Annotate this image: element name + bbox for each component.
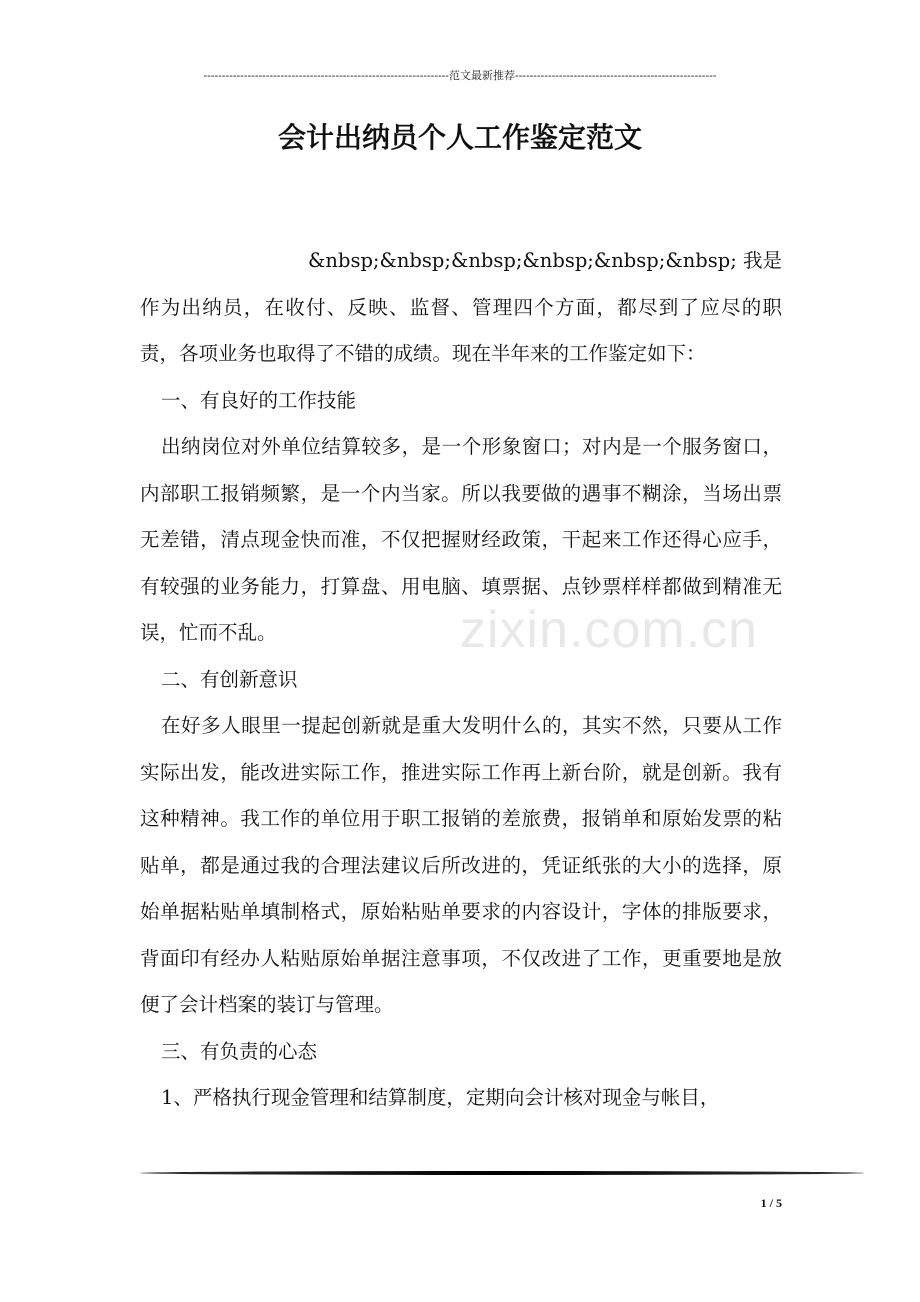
section-heading-innovation: 二、有创新意识 — [161, 667, 298, 691]
footer-divider — [140, 1171, 864, 1175]
section-heading-skills: 一、有良好的工作技能 — [161, 388, 357, 412]
watermark: zixin.com.cn — [460, 601, 759, 659]
section-paragraph-innovation: 在好多人眼里一提起创新就是重大发明什么的，其实不然，只要从工作实际出发，能改进实际工作，推进实际工作再上新台阶，就是创新。我有这种精神。我工作的单位用于职工报销的差旅费，报销单和原始发票的粘贴单，都是通过我的合理法建议后所改进的，凭证纸张的大小的选择，原始单据粘贴单填制格式，原始粘贴单要求的内容设计，字体的排版要求，背面印有经办人粘贴原始单据注意事项，不仅改进了工作，更重要地是放便了会计档案的装订与管理。 — [140, 714, 782, 1016]
intro-first-line: &nbsp;&nbsp;&nbsp;&nbsp;&nbsp;&nbsp; 我是 — [308, 249, 782, 272]
page-header: -------------------------------------------------------------------范文最新推荐------------------------------------------------------- — [203, 70, 717, 82]
document-title: 会计出纳员个人工作鉴定范文 — [277, 121, 642, 154]
section-heading-responsibility: 三、有负责的心态 — [161, 1039, 318, 1063]
section-item-1: 1、严格执行现金管理和结算制度，定期向会计核对现金与帐目， — [161, 1086, 720, 1109]
intro-paragraph: 作为出纳员，在收付、反映、监督、管理四个方面，都尽到了应尽的职责，各项业务也取得了不错的成绩。现在半年来的工作鉴定如下： — [140, 295, 782, 365]
document-body — [140, 238, 782, 1122]
page-number: 1 / 5 — [760, 1196, 782, 1210]
section-paragraph-skills: 出纳岗位对外单位结算较多，是一个形象窗口；对内是一个服务窗口，内部职工报销频繁，是一个内当家。所以我要做的遇事不糊涂，当场出票无差错，清点现金快而准，不仅把握财经政策，干起来工作还得心应手，有较强的业务能力，打算盘、用电脑、填票据、点钞票样样都做到精准无误，忙而不乱。 — [140, 435, 782, 644]
